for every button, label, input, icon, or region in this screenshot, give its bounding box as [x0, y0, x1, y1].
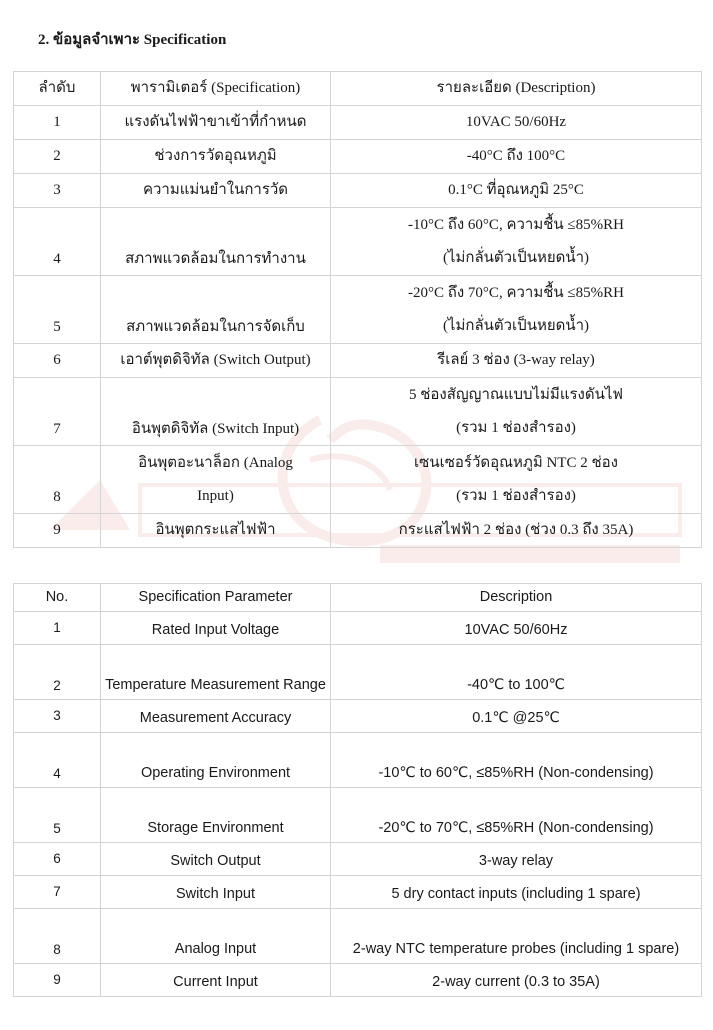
table-row	[14, 964, 702, 997]
table-row	[14, 446, 702, 514]
row-description: 3-way relay	[331, 843, 702, 876]
row-description: -40℃ to 100℃	[331, 645, 702, 700]
header-cell-no: No.	[14, 584, 101, 612]
row-number: 9	[14, 514, 101, 548]
table-row	[14, 612, 702, 645]
row-number: 1	[14, 106, 101, 140]
row-parameter: สภาพแวดล้อมในการทำงาน	[101, 208, 331, 276]
row-description-line: (รวม 1 ช่องสำรอง)	[456, 487, 576, 504]
table-row	[14, 733, 702, 788]
row-description	[331, 276, 702, 344]
row-description	[331, 446, 702, 514]
row-number: 8	[14, 446, 101, 514]
table-row	[14, 843, 702, 876]
row-parameter: เอาต์พุตดิจิทัล (Switch Output)	[101, 344, 331, 378]
row-description: รีเลย์ 3 ช่อง (3-way relay)	[331, 344, 702, 378]
table-row	[14, 174, 702, 208]
table-row	[14, 344, 702, 378]
row-description-line: (ไม่กลั่นตัวเป็นหยดน้ำ)	[442, 249, 590, 266]
row-description: 0.1℃ @25℃	[331, 700, 702, 733]
row-description	[331, 378, 702, 446]
table-row	[14, 909, 702, 964]
row-parameter: อินพุตกระแสไฟฟ้า	[101, 514, 331, 548]
row-description: -40°C ถึง 100°C	[331, 140, 702, 174]
table-row	[14, 140, 702, 174]
row-parameter: Measurement Accuracy	[101, 700, 331, 733]
thai-spec-table	[13, 71, 702, 548]
row-description-line: 5 ช่องสัญญาณแบบไม่มีแรงดันไฟ	[408, 386, 624, 403]
table-row	[14, 514, 702, 548]
row-parameter: Analog Input	[101, 909, 331, 964]
row-parameter: สภาพแวดล้อมในการจัดเก็บ	[101, 276, 331, 344]
row-parameter-line: Input)	[197, 487, 234, 504]
row-description: 10VAC 50/60Hz	[331, 612, 702, 645]
row-number: 7	[14, 876, 101, 909]
row-description: -10℃ to 60℃, ≤85%RH (Non-condensing)	[331, 733, 702, 788]
table-row	[14, 208, 702, 276]
header-cell-no: ลำดับ	[14, 72, 101, 106]
row-number: 8	[14, 909, 101, 964]
row-number: 4	[14, 208, 101, 276]
row-number: 5	[14, 276, 101, 344]
table-row	[14, 645, 702, 700]
row-description: 5 dry contact inputs (including 1 spare)	[331, 876, 702, 909]
row-number: 6	[14, 843, 101, 876]
row-parameter: ความแม่นยำในการวัด	[101, 174, 331, 208]
row-number: 4	[14, 733, 101, 788]
row-parameter: Temperature Measurement Range	[101, 645, 331, 700]
row-description	[331, 208, 702, 276]
row-parameter: Current Input	[101, 964, 331, 997]
table-row	[14, 788, 702, 843]
row-number: 3	[14, 700, 101, 733]
header-cell-param: พารามิเตอร์ (Specification)	[101, 72, 331, 106]
row-description: -20℃ to 70℃, ≤85%RH (Non-condensing)	[331, 788, 702, 843]
table-row	[14, 876, 702, 909]
row-parameter: Rated Input Voltage	[101, 612, 331, 645]
row-description-line: (รวม 1 ช่องสำรอง)	[456, 419, 576, 436]
header-cell-desc: Description	[331, 584, 702, 612]
header-cell-param: Specification Parameter	[101, 584, 331, 612]
row-parameter: Switch Output	[101, 843, 331, 876]
table-row	[14, 378, 702, 446]
section-title: 2. ข้อมูลจำเพาะ Specification	[38, 32, 227, 48]
row-description: 2-way NTC temperature probes (including 1 spare)	[331, 909, 702, 964]
row-description: 0.1°C ที่อุณหภูมิ 25°C	[331, 174, 702, 208]
row-number: 2	[14, 645, 101, 700]
row-number: 9	[14, 964, 101, 997]
row-number: 1	[14, 612, 101, 645]
table-header-row	[14, 584, 702, 612]
row-number: 3	[14, 174, 101, 208]
row-description: 10VAC 50/60Hz	[331, 106, 702, 140]
row-description: 2-way current (0.3 to 35A)	[331, 964, 702, 997]
row-parameter	[101, 446, 331, 514]
table-row	[14, 276, 702, 344]
row-parameter: อินพุตดิจิทัล (Switch Input)	[101, 378, 331, 446]
row-number: 6	[14, 344, 101, 378]
table-row	[14, 700, 702, 733]
row-description-line: (ไม่กลั่นตัวเป็นหยดน้ำ)	[442, 317, 590, 334]
row-description-line: -20°C ถึง 70°C, ความชื้น ≤85%RH	[408, 284, 624, 301]
row-parameter: Storage Environment	[101, 788, 331, 843]
row-description-line: -10°C ถึง 60°C, ความชื้น ≤85%RH	[408, 216, 624, 233]
table-row	[14, 106, 702, 140]
row-parameter: Switch Input	[101, 876, 331, 909]
english-spec-table	[13, 583, 702, 997]
row-parameter: แรงดันไฟฟ้าขาเข้าที่กำหนด	[101, 106, 331, 140]
row-description-line: เซนเซอร์วัดอุณหภูมิ NTC 2 ช่อง	[414, 454, 618, 471]
row-number: 5	[14, 788, 101, 843]
row-number: 7	[14, 378, 101, 446]
header-cell-desc: รายละเอียด (Description)	[331, 72, 702, 106]
row-parameter-line: อินพุตอะนาล็อก (Analog	[138, 454, 293, 471]
row-number: 2	[14, 140, 101, 174]
row-parameter: Operating Environment	[101, 733, 331, 788]
table-header-row	[14, 72, 702, 106]
row-parameter: ช่วงการวัดอุณหภูมิ	[101, 140, 331, 174]
row-description: กระแสไฟฟ้า 2 ช่อง (ช่วง 0.3 ถึง 35A)	[331, 514, 702, 548]
